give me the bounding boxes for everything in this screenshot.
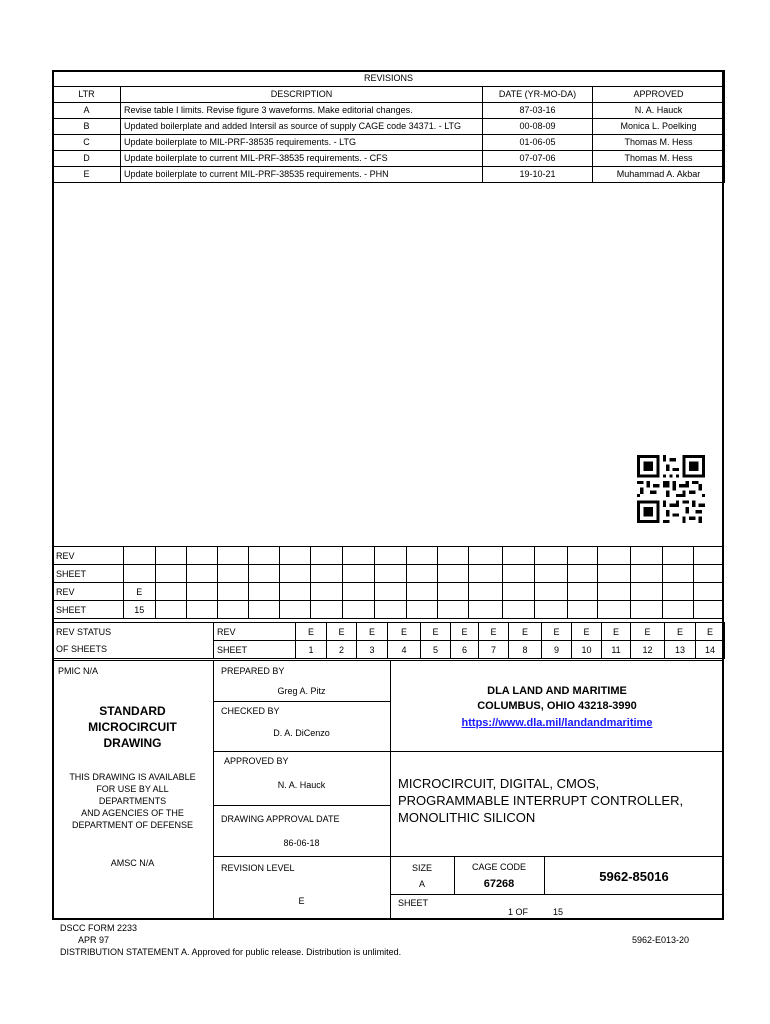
- revision-ltr: C: [53, 135, 121, 151]
- revision-description: Update boilerplate to MIL-PRF-38535 requirements. - LTG: [121, 135, 483, 151]
- rev-value: E: [327, 623, 357, 641]
- size-label: SIZE: [411, 863, 432, 873]
- rev-value: E: [123, 583, 155, 601]
- revision-description: Updated boilerplate and added Intersil as source of supply CAGE code 34371. - LTG: [121, 119, 483, 135]
- device-title-line3: MONOLITHIC SILICON: [398, 810, 536, 825]
- revision-row: [53, 103, 725, 119]
- approved-header: APPROVED: [593, 87, 725, 103]
- approved-by-label: APPROVED BY: [224, 756, 289, 766]
- sheet-value: 4: [388, 641, 421, 659]
- rev-value: E: [509, 623, 542, 641]
- revision-date: 87-03-16: [483, 103, 593, 119]
- sheet-value: 12: [631, 641, 665, 659]
- sheet-value: 11: [602, 641, 631, 659]
- sheet-value: 13: [665, 641, 696, 659]
- availability-line3: DEPARTMENTS: [98, 796, 167, 806]
- document-number: 5962-85016: [599, 869, 669, 884]
- revision-approved: N. A. Hauck: [593, 103, 725, 119]
- sheet-row-label: SHEET: [53, 601, 124, 619]
- rev-value: E: [479, 623, 509, 641]
- rev-sheet-grid: [52, 546, 724, 619]
- revision-approved: Thomas M. Hess: [593, 135, 725, 151]
- sheet-label: SHEET: [398, 898, 429, 908]
- form-number: DSCC FORM 2233: [60, 923, 138, 933]
- standard-title-line1: STANDARD: [99, 704, 166, 718]
- form-date: APR 97: [78, 935, 110, 945]
- sheet-value: 8: [509, 641, 542, 659]
- standard-title-line3: DRAWING: [103, 736, 162, 750]
- sheet-value: 14: [696, 641, 725, 659]
- device-title-line1: MICROCIRCUIT, DIGITAL, CMOS,: [398, 776, 600, 791]
- rev-value: E: [631, 623, 665, 641]
- sheet-of-label: 1 OF: [508, 907, 529, 917]
- rev-value: E: [388, 623, 421, 641]
- revision-level-label: REVISION LEVEL: [221, 863, 295, 873]
- sheet-value: 9: [542, 641, 572, 659]
- availability-line5: DEPARTMENT OF DEFENSE: [71, 820, 194, 830]
- organization-website-link[interactable]: https://www.dla.mil/landandmaritime: [461, 717, 653, 729]
- prepared-by-label: PREPARED BY: [221, 666, 285, 676]
- organization-name: DLA LAND AND MARITIME: [487, 685, 627, 697]
- cage-code-value: 67268: [483, 878, 515, 890]
- device-title-line2: PROGRAMMABLE INTERRUPT CONTROLLER,: [398, 793, 684, 808]
- sheet-total: 15: [553, 907, 564, 917]
- size-value: A: [418, 879, 425, 889]
- revisions-title: REVISIONS: [53, 71, 725, 87]
- date-header: DATE (YR-MO-DA): [483, 87, 593, 103]
- pmic-label: PMIC N/A: [58, 666, 99, 676]
- sheet-value: 1: [296, 641, 327, 659]
- revision-description: Revise table I limits. Revise figure 3 waveforms. Make editorial changes.: [121, 103, 483, 119]
- revisions-table: [52, 70, 725, 183]
- rev-value: E: [296, 623, 327, 641]
- sheet-value: 5: [421, 641, 451, 659]
- of-sheets-label: OF SHEETS: [53, 641, 214, 659]
- revision-ltr: D: [53, 151, 121, 167]
- revision-level-value: E: [298, 896, 305, 906]
- rev-status-table: [52, 622, 725, 659]
- availability-line2: FOR USE BY ALL: [96, 784, 169, 794]
- description-header: DESCRIPTION: [121, 87, 483, 103]
- amsc-label: AMSC N/A: [110, 858, 155, 868]
- rev-value: E: [421, 623, 451, 641]
- document-code: 5962-E013-20: [632, 935, 690, 945]
- revision-approved: Muhammad A. Akbar: [593, 167, 725, 183]
- revision-row: [53, 119, 725, 135]
- checked-by-name: D. A. DiCenzo: [273, 728, 330, 738]
- rev-value: E: [665, 623, 696, 641]
- sheet-row-label: SHEET: [53, 565, 124, 583]
- rev-label: REV: [214, 623, 296, 641]
- revision-date: 19-10-21: [483, 167, 593, 183]
- revision-ltr: B: [53, 119, 121, 135]
- revision-date: 00-08-09: [483, 119, 593, 135]
- rev-row-label: REV: [53, 547, 124, 565]
- revision-description: Update boilerplate to current MIL-PRF-38535 requirements. - CFS: [121, 151, 483, 167]
- rev-value: E: [451, 623, 479, 641]
- sheet-value: 6: [451, 641, 479, 659]
- revision-date: 07-07-06: [483, 151, 593, 167]
- sheet-value: 2: [327, 641, 357, 659]
- revision-row: [53, 167, 725, 183]
- sheet-value: 3: [357, 641, 388, 659]
- rev-value: E: [696, 623, 725, 641]
- availability-line1: THIS DRAWING IS AVAILABLE: [69, 772, 196, 782]
- checked-by-label: CHECKED BY: [221, 706, 280, 716]
- revision-description: Update boilerplate to current MIL-PRF-38535 requirements. - PHN: [121, 167, 483, 183]
- rev-status-label: REV STATUS: [53, 623, 214, 641]
- revision-approved: Thomas M. Hess: [593, 151, 725, 167]
- revision-approved: Monica L. Poelking: [593, 119, 725, 135]
- approved-by-name: N. A. Hauck: [277, 780, 326, 790]
- distribution-statement: DISTRIBUTION STATEMENT A. Approved for public release. Distribution is unlimited.: [60, 947, 402, 957]
- approval-date-value: 86-06-18: [283, 838, 320, 848]
- approval-date-label: DRAWING APPROVAL DATE: [221, 814, 340, 824]
- revision-row: [53, 151, 725, 167]
- prepared-by-name: Greg A. Pitz: [277, 686, 326, 696]
- rev-row-label: REV: [53, 583, 124, 601]
- ltr-header: LTR: [53, 87, 121, 103]
- sheet-label: SHEET: [214, 641, 296, 659]
- rev-value: E: [602, 623, 631, 641]
- rev-value: E: [357, 623, 388, 641]
- revision-row: [53, 135, 725, 151]
- revision-date: 01-06-05: [483, 135, 593, 151]
- rev-value: E: [572, 623, 602, 641]
- sheet-value: 10: [572, 641, 602, 659]
- organization-address: COLUMBUS, OHIO 43218-3990: [477, 700, 637, 712]
- sheet-value: 7: [479, 641, 509, 659]
- cage-code-label: CAGE CODE: [471, 862, 526, 872]
- sheet-value: 15: [123, 601, 155, 619]
- revision-ltr: E: [53, 167, 121, 183]
- availability-line4: AND AGENCIES OF THE: [81, 808, 184, 818]
- qr-code-icon: [637, 455, 705, 523]
- rev-value: E: [542, 623, 572, 641]
- revision-ltr: A: [53, 103, 121, 119]
- standard-title-line2: MICROCIRCUIT: [88, 720, 177, 734]
